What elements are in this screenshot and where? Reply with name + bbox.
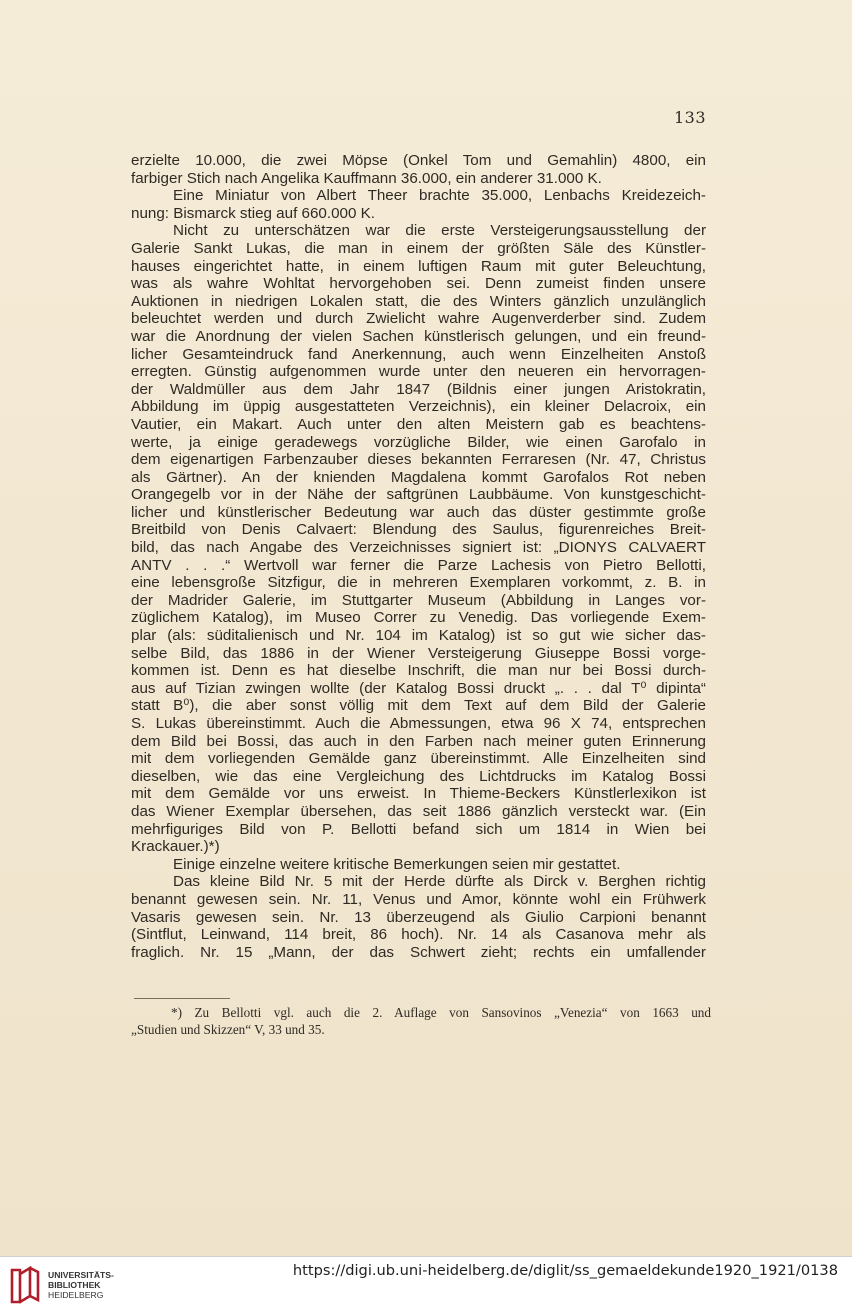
text-line: erregten. Günstig aufgenommen wurde unter den neueren ein hervorragen- xyxy=(131,363,706,381)
footnote-rule xyxy=(134,998,230,999)
text-line: dem eigenartigen Farbenzauber dieses bekannten Ferraresen (Nr. 47, Christus xyxy=(131,451,706,469)
text-line: Krackauer.)*) xyxy=(131,838,220,856)
page-number: 133 xyxy=(673,108,706,127)
footnote xyxy=(131,1005,711,1038)
text-line: eine lebensgroße Sitzfigur, die in mehreren Exemplaren vorkommt, z. B. in xyxy=(131,574,706,592)
library-name-line2: BIBLIOTHEK xyxy=(48,1280,101,1290)
text-line: Vautier, ein Makart. Auch unter den alten Meistern gab es beachtens- xyxy=(131,415,706,433)
text-line: mit dem vorliegenden Gemälde ganz übereinstimmt. Alle Einzelheiten sind xyxy=(131,750,706,768)
text-line: licher und künstlerischer Bedeutung war auch das düster gestimmte große xyxy=(131,503,706,521)
text-line: Orangegelb vor in der Nähe der saftgrünen Laubbäume. Von kunstgeschicht- xyxy=(131,486,706,504)
text-line: was als wahre Wohltat hervorgehoben sei. Denn zumeist finden unsere xyxy=(131,275,706,293)
text-line: benannt gewesen sein. Nr. 11, Venus und Amor, könnte wohl ein Frühwerk xyxy=(131,890,706,908)
text-line: war die Anordnung der vielen Sachen künstlerisch gelungen, und ein freund- xyxy=(131,327,706,345)
text-line: Auktionen in niedrigen Lokalen statt, die des Winters gänzlich unzulänglich xyxy=(131,292,706,310)
text-line: kommen ist. Denn es hat dieselbe Inschrift, die man nur bei Bossi durch- xyxy=(131,662,706,680)
text-line: werte, ja einige geradewegs vorzügliche Bilder, wie einen Garofalo in xyxy=(131,433,706,451)
footnote-line: *) Zu Bellotti vgl. auch die 2. Auflage von Sansovinos „Venezia“ von 1663 und xyxy=(171,1005,711,1020)
text-line: nung: Bismarck stieg auf 660.000 K. xyxy=(131,204,375,222)
text-line: dieselben, wie das eine Vergleichung des Lichtdrucks im Katalog Bossi xyxy=(131,767,706,785)
footnote-line: „Studien und Skizzen“ V, 33 und 35. xyxy=(131,1021,325,1037)
text-line: als Gärtner). An der knienden Magdalena kommt Garofalos Rot neben xyxy=(131,468,706,486)
document-url-link[interactable]: https://digi.ub.uni-heidelberg.de/diglit/ss_gemaeldekunde1920_1921/0138 xyxy=(292,1262,838,1279)
library-name-line1: UNIVERSITÄTS- xyxy=(48,1270,114,1280)
text-line: mit dem Gemälde vor uns erweist. In Thieme-Beckers Künstlerlexikon ist xyxy=(131,785,706,803)
text-line: aus auf Tizian zwingen wollte (der Katalog Bossi druckt „. . . dal T⁰ dipinta“ xyxy=(131,679,706,697)
text-line: Das kleine Bild Nr. 5 mit der Herde dürfte als Dirck v. Berghen richtig xyxy=(173,873,706,891)
text-line: Eine Miniatur von Albert Theer brachte 35.000, Lenbachs Kreidezeich- xyxy=(173,187,706,205)
body-text xyxy=(131,152,706,961)
text-line: (Sintflut, Leinwand, 114 breit, 86 hoch). Nr. 14 als Casanova mehr als xyxy=(131,926,706,944)
text-line: selbe Bild, das 1886 in der Wiener Versteigerung Giuseppe Bossi vorge- xyxy=(131,644,706,662)
library-name xyxy=(48,1270,114,1300)
text-line: mehrfiguriges Bild von P. Bellotti befand sich um 1814 in Wien bei xyxy=(131,820,706,838)
text-line: hauses eingerichtet hatte, in einem luftigen Raum mit guter Beleuchtung, xyxy=(131,257,706,275)
text-line: Galerie Sankt Lukas, die man in einem der größten Säle des Künstler- xyxy=(131,239,706,257)
text-line: dem Bild bei Bossi, das auch in den Farben nach meiner guten Erinnerung xyxy=(131,732,706,750)
library-logo-icon xyxy=(8,1262,42,1308)
text-line: Abbildung im üppig ausgestatteten Verzeichnis), ein kleiner Delacroix, ein xyxy=(131,398,706,416)
text-line: züglichem Katalog), im Museo Correr zu Venedig. Das vorliegende Exem- xyxy=(131,609,706,627)
text-line: bild, das nach Angabe des Verzeichnisses signiert ist: „DIONYS CALVAERT xyxy=(131,539,706,557)
text-line: plar (als: süditalienisch und Nr. 104 im Katalog) ist so gut wie sicher das- xyxy=(131,627,706,645)
text-line: erzielte 10.000, die zwei Möpse (Onkel Tom und Gemahlin) 4800, ein xyxy=(131,152,706,169)
text-line: S. Lukas übereinstimmt. Auch die Abmessungen, etwa 96 X 74, entsprechen xyxy=(131,715,706,732)
text-line: Nicht zu unterschätzen war die erste Versteigerungsausstellung der xyxy=(173,222,706,240)
text-line: ANTV . . .“ Wertvoll war ferner die Parze Lachesis von Pietro Bellotti, xyxy=(131,556,706,574)
text-line: licher Gesamteindruck fand Anerkennung, auch wenn Einzelheiten Anstoß xyxy=(131,345,706,363)
text-line: der Waldmüller aus dem Jahr 1847 (Bildnis einer jungen Aristokratin, xyxy=(131,380,706,398)
text-line: Breitbild von Denis Calvaert: Blendung des Saulus, figurenreiches Breit- xyxy=(131,521,706,539)
text-line: das Wiener Exemplar übersehen, das seit 1886 gänzlich versteckt war. (Ein xyxy=(131,802,706,820)
text-line: fraglich. Nr. 15 „Mann, der das Schwert zieht; rechts ein umfallender xyxy=(131,943,706,961)
library-name-line3: HEIDELBERG xyxy=(48,1290,104,1300)
text-line: Vasaris gewesen sein. Nr. 13 überzeugend als Giulio Carpioni benannt xyxy=(131,908,706,926)
text-line: der Madrider Galerie, im Stuttgarter Museum (Abbildung in Langes vor- xyxy=(131,591,706,609)
text-line: statt B⁰), die aber sonst völlig mit dem Text auf dem Bild der Galerie xyxy=(131,697,706,715)
text-line: farbiger Stich nach Angelika Kauffmann 36.000, ein anderer 31.000 K. xyxy=(131,169,602,187)
text-line: beleuchtet werden und durch Zwielicht wahre Augenverderber sind. Zudem xyxy=(131,310,706,328)
text-line: Einige einzelne weitere kritische Bemerkungen seien mir gestattet. xyxy=(173,855,621,873)
